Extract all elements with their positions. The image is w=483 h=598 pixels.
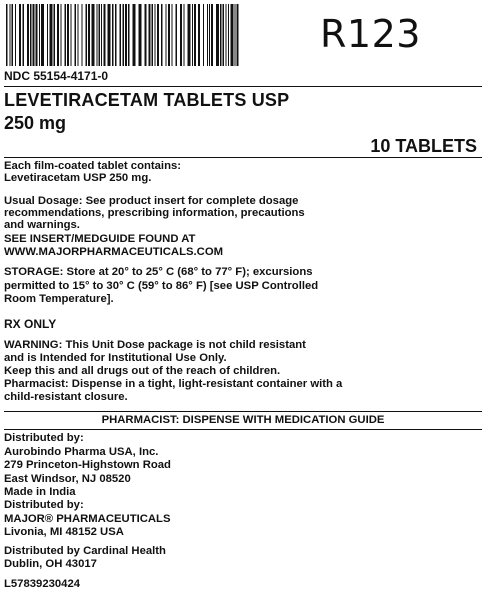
distributor-line: Distributed by Cardinal Health	[4, 545, 166, 557]
lot-code: L57839230424	[4, 578, 81, 590]
distributor-line: Made in India	[4, 486, 76, 498]
distributor-line: 279 Princeton-Highstown Road	[4, 459, 171, 471]
dosage-line: and warnings.	[4, 219, 80, 231]
distributor-line: Dublin, OH 43017	[4, 558, 97, 570]
ndc-number: NDC 55154-4171-0	[4, 69, 109, 83]
storage-line: Room Temperature].	[4, 293, 114, 305]
divider	[4, 86, 482, 87]
warning-line: child-resistant closure.	[4, 391, 128, 403]
barcode-image	[4, 4, 241, 66]
tablet-count: 10 TABLETS	[370, 136, 477, 156]
drug-name: LEVETIRACETAM TABLETS USP	[4, 90, 290, 110]
repackager-code: R123	[320, 12, 421, 56]
distributor-line: Distributed by:	[4, 432, 84, 444]
warning-line: Pharmacist: Dispense in a tight, light-resistant container with a	[4, 378, 343, 390]
dosage-line: WWW.MAJORPHARMACEUTICALS.COM	[4, 246, 224, 258]
medication-guide-notice: PHARMACIST: DISPENSE WITH MEDICATION GUIDE	[101, 414, 385, 426]
distributor-line: East Windsor, NJ 08520	[4, 473, 131, 485]
warning-line: Keep this and all drugs out of the reach of children.	[4, 365, 281, 377]
rx-only: RX ONLY	[4, 317, 57, 331]
warning-line: and is Intended for Institutional Use Only.	[4, 352, 227, 364]
divider	[4, 429, 482, 430]
dosage-line: SEE INSERT/MEDGUIDE FOUND AT	[4, 233, 196, 245]
dosage-line: recommendations, prescribing information, precautions	[4, 207, 305, 219]
storage-line: permitted to 15° to 30° C (59° to 86° F) [see USP Controlled	[4, 280, 319, 292]
storage-line: STORAGE: Store at 20° to 25° C (68° to 77° F); excursions	[4, 266, 313, 278]
divider	[4, 411, 482, 412]
distributor-line: Aurobindo Pharma USA, Inc.	[4, 446, 159, 458]
composition-line: Levetiracetam USP 250 mg.	[4, 172, 152, 184]
distributor-line: Livonia, MI 48152 USA	[4, 526, 124, 538]
warning-line: WARNING: This Unit Dose package is not child resistant	[4, 339, 306, 351]
dosage-line: Usual Dosage: See product insert for complete dosage	[4, 195, 299, 207]
distributor-line: Distributed by:	[4, 499, 84, 511]
divider	[4, 157, 482, 158]
drug-strength: 250 mg	[4, 113, 67, 133]
composition-line: Each film-coated tablet contains:	[4, 160, 182, 172]
distributor-line: MAJOR® PHARMACEUTICALS	[4, 513, 171, 525]
